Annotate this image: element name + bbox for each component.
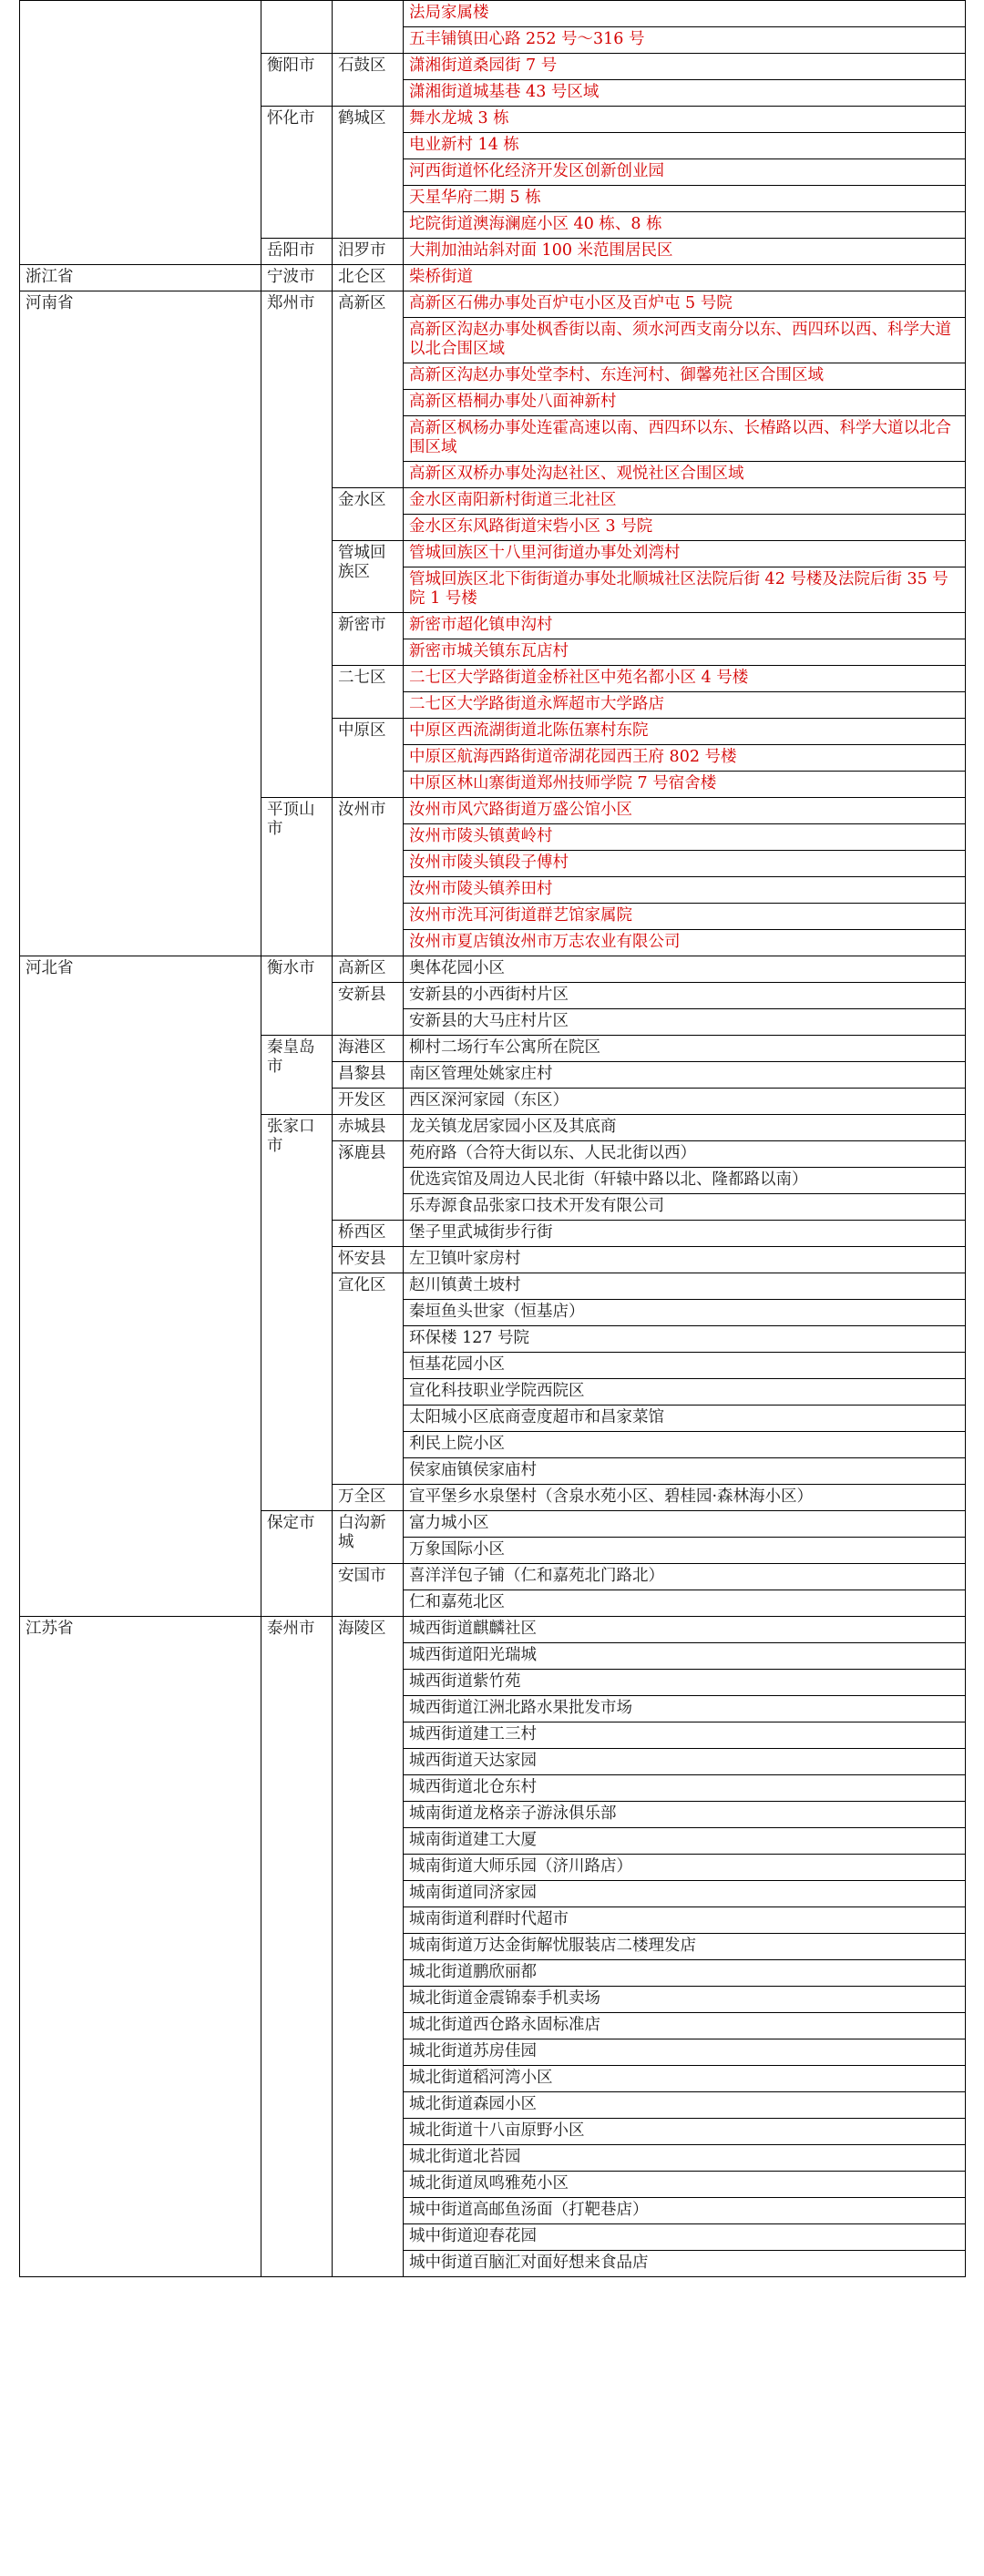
place-cell: 宣平堡乡水泉堡村（含泉水苑小区、碧桂园·森林海小区）: [404, 1485, 966, 1511]
province-cell: 江苏省: [20, 1617, 261, 2277]
place-cell: 城北街道凤鸣雅苑小区: [404, 2172, 966, 2198]
province-cell: 浙江省: [20, 265, 261, 291]
place-cell: 城西街道麒麟社区: [404, 1617, 966, 1643]
place-cell: 万象国际小区: [404, 1538, 966, 1564]
district-cell: [333, 1, 404, 54]
place-cell: 城西街道北仓东村: [404, 1775, 966, 1802]
place-cell: 左卫镇叶家房村: [404, 1247, 966, 1273]
place-cell: 恒基花园小区: [404, 1353, 966, 1379]
city-cell: 郑州市: [261, 291, 333, 798]
place-cell: 河西街道怀化经济开发区创新创业园: [404, 159, 966, 186]
place-cell: 苑府路（合符大街以东、人民北街以西）: [404, 1141, 966, 1168]
place-cell: 城中街道高邮鱼汤面（打靶巷店）: [404, 2198, 966, 2224]
place-cell: 城南街道建工大厦: [404, 1828, 966, 1855]
place-cell: 南区管理处姚家庄村: [404, 1062, 966, 1089]
place-cell: 城中街道迎春花园: [404, 2224, 966, 2251]
place-cell: 汝州市陵头镇段子傅村: [404, 851, 966, 877]
place-cell: 柳村二场行车公寓所在院区: [404, 1036, 966, 1062]
place-cell: 城北街道西仓路永固标准店: [404, 2013, 966, 2039]
district-cell: 二七区: [333, 666, 404, 719]
district-cell: 中原区: [333, 719, 404, 798]
district-cell: 管城回族区: [333, 541, 404, 613]
district-cell: 汝州市: [333, 798, 404, 956]
place-cell: 城西街道阳光瑞城: [404, 1643, 966, 1670]
place-cell: 安新县的小西街村片区: [404, 983, 966, 1009]
city-cell: 宁波市: [261, 265, 333, 291]
place-cell: 富力城小区: [404, 1511, 966, 1538]
city-cell: 衡水市: [261, 956, 333, 1036]
district-cell: 高新区: [333, 291, 404, 488]
place-cell: 城西街道天达家园: [404, 1749, 966, 1775]
place-cell: 二七区大学路街道金桥社区中苑名都小区 4 号楼: [404, 666, 966, 692]
place-cell: 利民上院小区: [404, 1432, 966, 1458]
table-row: [20, 265, 966, 291]
province-cell: [20, 1, 261, 265]
place-cell: 潇湘街道城基巷 43 号区域: [404, 80, 966, 107]
place-cell: 中原区航海西路街道帝湖花园西王府 802 号楼: [404, 745, 966, 772]
district-cell: 桥西区: [333, 1221, 404, 1247]
district-cell: 宣化区: [333, 1273, 404, 1485]
place-cell: 城北街道稻河湾小区: [404, 2066, 966, 2092]
city-cell: 张家口市: [261, 1115, 333, 1511]
place-cell: 城北街道十八亩原野小区: [404, 2119, 966, 2145]
place-cell: 环保楼 127 号院: [404, 1326, 966, 1353]
table-row: [20, 1, 966, 27]
place-cell: 高新区沟赵办事处堂李村、东连河村、御馨苑社区合围区域: [404, 363, 966, 390]
risk-area-table: [19, 0, 966, 2277]
place-cell: 侯家庙镇侯家庙村: [404, 1458, 966, 1485]
place-cell: 高新区双桥办事处沟赵社区、观悦社区合围区域: [404, 462, 966, 488]
place-cell: 奥体花园小区: [404, 956, 966, 983]
place-cell: 龙关镇龙居家园小区及其底商: [404, 1115, 966, 1141]
district-cell: 汨罗市: [333, 239, 404, 265]
place-cell: 汝州市夏店镇汝州市万志农业有限公司: [404, 930, 966, 956]
place-cell: 城南街道万达金街解忧服装店二楼理发店: [404, 1934, 966, 1960]
district-cell: 高新区: [333, 956, 404, 983]
place-cell: 宣化科技职业学院西院区: [404, 1379, 966, 1406]
city-cell: 保定市: [261, 1511, 333, 1617]
place-cell: 新密市城关镇东瓦店村: [404, 639, 966, 666]
district-cell: 石鼓区: [333, 54, 404, 107]
place-cell: 乐寿源食品张家口技术开发有限公司: [404, 1194, 966, 1221]
place-cell: 西区深河家园（东区）: [404, 1089, 966, 1115]
district-cell: 赤城县: [333, 1115, 404, 1141]
place-cell: 城北街道鹏欣丽都: [404, 1960, 966, 1987]
place-cell: 高新区沟赵办事处枫香街以南、须水河西支南分以东、西四环以西、科学大道以北合围区域: [404, 318, 966, 363]
place-cell: 高新区石佛办事处百炉屯小区及百炉屯 5 号院: [404, 291, 966, 318]
district-cell: 开发区: [333, 1089, 404, 1115]
district-cell: 安新县: [333, 983, 404, 1036]
province-cell: 河南省: [20, 291, 261, 956]
table-body: [20, 1, 966, 2277]
place-cell: 中原区西流湖街道北陈伍寨村东院: [404, 719, 966, 745]
place-cell: 城北街道北苔园: [404, 2145, 966, 2172]
place-cell: 五丰铺镇田心路 252 号～316 号: [404, 27, 966, 54]
district-cell: 万全区: [333, 1485, 404, 1511]
place-cell: 秦垣鱼头世家（恒基店）: [404, 1300, 966, 1326]
district-cell: 金水区: [333, 488, 404, 541]
place-cell: 喜洋洋包子铺（仁和嘉苑北门路北）: [404, 1564, 966, 1590]
district-cell: 涿鹿县: [333, 1141, 404, 1221]
city-cell: 秦皇岛市: [261, 1036, 333, 1115]
place-cell: 城南街道龙格亲子游泳俱乐部: [404, 1802, 966, 1828]
place-cell: 城南街道同济家园: [404, 1881, 966, 1907]
table-row: [20, 1617, 966, 1643]
place-cell: 二七区大学路街道永辉超市大学路店: [404, 692, 966, 719]
place-cell: 城西街道建工三村: [404, 1722, 966, 1749]
district-cell: 海陵区: [333, 1617, 404, 2277]
place-cell: 电业新村 14 栋: [404, 133, 966, 159]
district-cell: 昌黎县: [333, 1062, 404, 1089]
district-cell: 鹤城区: [333, 107, 404, 239]
place-cell: 城南街道利群时代超市: [404, 1907, 966, 1934]
place-cell: 城北街道金震锦泰手机卖场: [404, 1987, 966, 2013]
place-cell: 太阳城小区底商壹度超市和昌家菜馆: [404, 1406, 966, 1432]
district-cell: 新密市: [333, 613, 404, 666]
place-cell: 高新区枫杨办事处连霍高速以南、西四环以东、长椿路以西、科学大道以北合围区域: [404, 416, 966, 462]
place-cell: 新密市超化镇申沟村: [404, 613, 966, 639]
place-cell: 优选宾馆及周边人民北街（轩辕中路以北、隆都路以南）: [404, 1168, 966, 1194]
place-cell: 管城回族区十八里河街道办事处刘湾村: [404, 541, 966, 567]
place-cell: 城西街道紫竹苑: [404, 1670, 966, 1696]
place-cell: 城南街道大师乐园（济川路店）: [404, 1855, 966, 1881]
district-cell: 安国市: [333, 1564, 404, 1617]
place-cell: 城北街道苏房佳园: [404, 2039, 966, 2066]
table-row: [20, 956, 966, 983]
place-cell: 赵川镇黄土坡村: [404, 1273, 966, 1300]
place-cell: 舞水龙城 3 栋: [404, 107, 966, 133]
place-cell: 管城回族区北下街街道办事处北顺城社区法院后街 42 号楼及法院后街 35 号院 1 号楼: [404, 567, 966, 613]
district-cell: 北仑区: [333, 265, 404, 291]
place-cell: 潇湘街道桑园街 7 号: [404, 54, 966, 80]
place-cell: 汝州市陵头镇养田村: [404, 877, 966, 904]
place-cell: 法局家属楼: [404, 1, 966, 27]
city-cell: 怀化市: [261, 107, 333, 239]
place-cell: 金水区南阳新村街道三北社区: [404, 488, 966, 515]
place-cell: 安新县的大马庄村片区: [404, 1009, 966, 1036]
place-cell: 仁和嘉苑北区: [404, 1590, 966, 1617]
district-cell: 怀安县: [333, 1247, 404, 1273]
city-cell: 泰州市: [261, 1617, 333, 2277]
province-cell: 河北省: [20, 956, 261, 1617]
place-cell: 金水区东风路街道宋砦小区 3 号院: [404, 515, 966, 541]
place-cell: 柴桥街道: [404, 265, 966, 291]
city-cell: 衡阳市: [261, 54, 333, 107]
place-cell: 高新区梧桐办事处八面神新村: [404, 390, 966, 416]
place-cell: 堡子里武城街步行街: [404, 1221, 966, 1247]
city-cell: 岳阳市: [261, 239, 333, 265]
place-cell: 天星华府二期 5 栋: [404, 186, 966, 212]
place-cell: 汝州市洗耳河街道群艺馆家属院: [404, 904, 966, 930]
table-row: [20, 291, 966, 318]
district-cell: 海港区: [333, 1036, 404, 1062]
place-cell: 中原区林山寨街道郑州技师学院 7 号宿舍楼: [404, 772, 966, 798]
place-cell: 城北街道森园小区: [404, 2092, 966, 2119]
place-cell: 坨院街道澳海澜庭小区 40 栋、8 栋: [404, 212, 966, 239]
district-cell: 白沟新城: [333, 1511, 404, 1564]
place-cell: 汝州市风穴路街道万盛公馆小区: [404, 798, 966, 824]
place-cell: 城中街道百脑汇对面好想来食品店: [404, 2251, 966, 2277]
city-cell: 平顶山市: [261, 798, 333, 956]
place-cell: 汝州市陵头镇黄岭村: [404, 824, 966, 851]
place-cell: 大荆加油站斜对面 100 米范围居民区: [404, 239, 966, 265]
city-cell: [261, 1, 333, 54]
place-cell: 城西街道江洲北路水果批发市场: [404, 1696, 966, 1722]
